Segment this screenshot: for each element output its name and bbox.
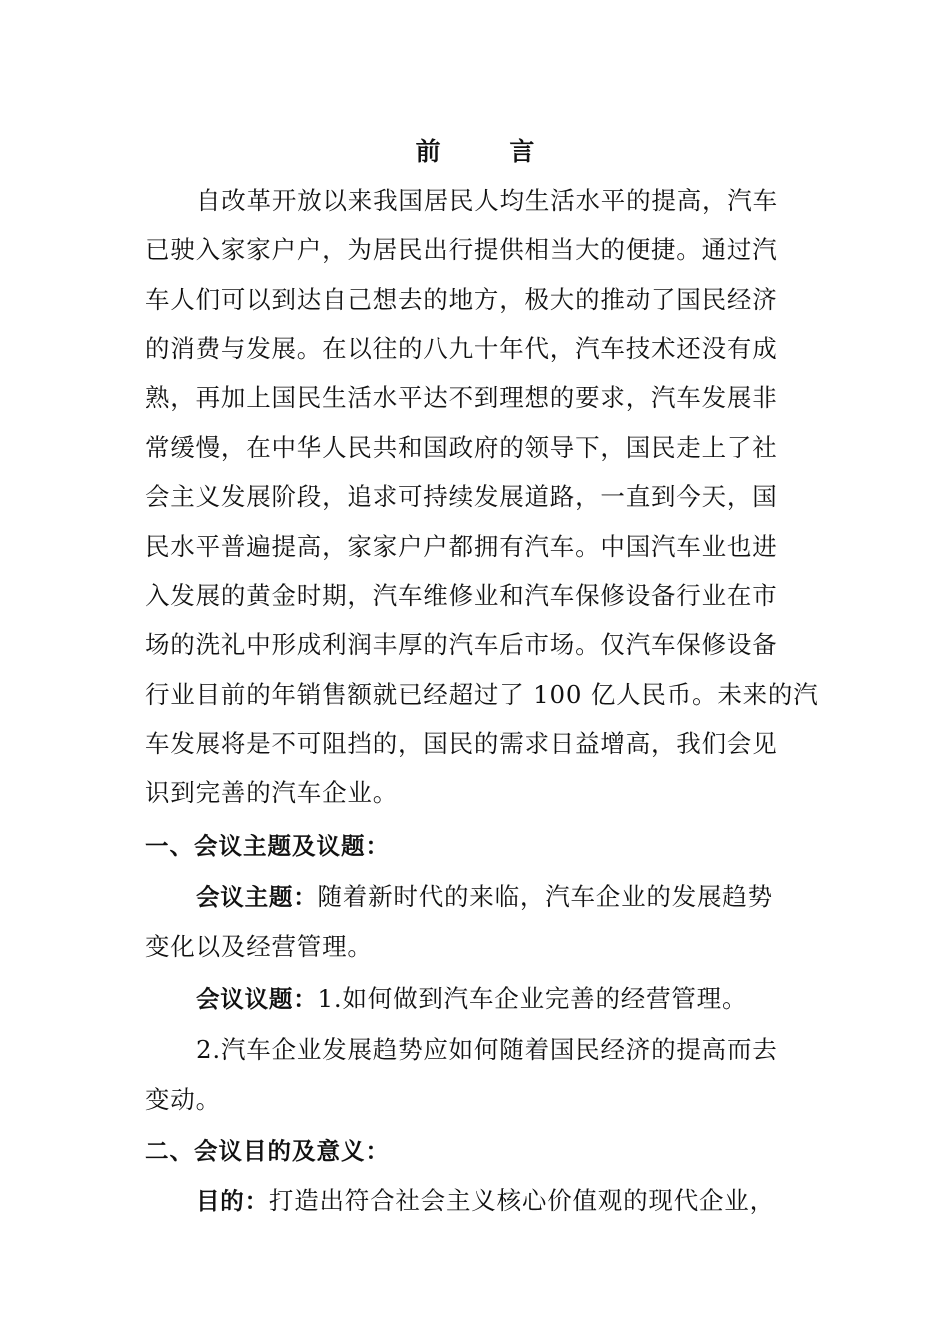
section-2-heading: 二、会议目的及意义： (145, 1137, 390, 1165)
intro-line-4: 的消费与发展。在以往的八九十年代，汽车技术还没有成 (145, 334, 778, 363)
intro-line-7: 会主义发展阶段，追求可持续发展道路，一直到今天，国 (145, 482, 778, 511)
intro-line-6: 常缓慢，在中华人民共和国政府的领导下，国民走上了社 (145, 433, 778, 462)
purpose-label: 目的： (196, 1187, 269, 1215)
intro-line-11: 行业目前的年销售额就已经超过了 100 亿人民币。未来的汽 (145, 680, 819, 709)
intro-line-10: 场的洗礼中形成利润丰厚的汽车后市场。仅汽车保修设备 (145, 630, 778, 659)
intro-line-9: 入发展的黄金时期，汽车维修业和汽车保修设备行业在市 (145, 581, 778, 610)
theme-label: 会议主题： (196, 883, 318, 911)
purpose-paragraph (196, 1181, 775, 1221)
theme-line-2: 变化以及经营管理。 (145, 932, 373, 961)
topics-label: 会议议题： (196, 985, 318, 1013)
topics-paragraph (196, 979, 747, 1019)
topic-2-line-2: 变动。 (145, 1085, 221, 1114)
intro-line-2: 已驶入家家户户，为居民出行提供相当大的便捷。通过汽 (145, 235, 778, 264)
topic-1: 1.如何做到汽车企业完善的经营管理。 (317, 984, 748, 1013)
intro-line-1: 自改革开放以来我国居民人均生活水平的提高，汽车 (196, 186, 778, 215)
section-1-heading: 一、会议主题及议题： (145, 832, 390, 860)
intro-line-3: 车人们可以到达自己想去的地方，极大的推动了国民经济 (145, 285, 778, 314)
theme-text: 随着新时代的来临，汽车企业的发展趋势 (317, 882, 773, 911)
purpose-text: 打造出符合社会主义核心价值观的现代企业， (268, 1186, 775, 1215)
theme-paragraph (196, 877, 773, 917)
intro-line-5: 熟，再加上国民生活水平达不到理想的要求，汽车发展非 (145, 383, 778, 412)
intro-line-12: 车发展将是不可阻挡的，国民的需求日益增高，我们会见 (145, 729, 778, 758)
page-title: 前 言 (415, 137, 565, 166)
intro-line-8: 民水平普遍提高，家家户户都拥有汽车。中国汽车业也进 (145, 532, 778, 561)
intro-line-13: 识到完善的汽车企业。 (145, 778, 398, 807)
topic-2-line-1: 2.汽车企业发展趋势应如何随着国民经济的提高而去 (196, 1035, 778, 1064)
